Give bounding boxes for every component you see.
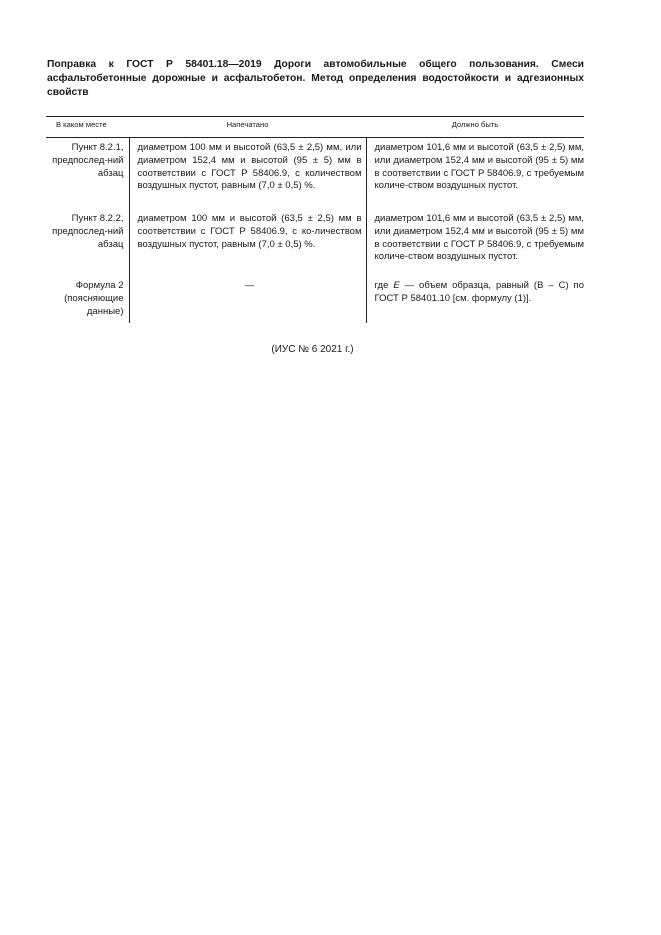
row-place: Пункт 8.2.2, предпослед-ний абзац [52, 213, 124, 250]
row-should-be: диаметром 101,6 мм и высотой (63,5 ± 2,5) мм, или диаметром 152,4 мм и высотой (95 ± 5) мм в соответствии с ГОСТ Р 58406.9, с требуемым количе-ством воздушных пустот. [366, 209, 584, 276]
row-place: Формула 2 (поясняющие данные) [64, 280, 124, 317]
row-printed: диаметром 100 мм и высотой (63,5 ± 2,5) мм, или диаметром 152,4 мм и высотой (95 ± 5) мм в соответствии с ГОСТ Р 58406.9, с количеством воздушных пустот, равным (7,0 ± 0,5) %. [129, 138, 366, 210]
header-printed: Напечатано [129, 117, 366, 138]
row-printed: — [129, 276, 366, 323]
document-title: Поправка к ГОСТ Р 58401.18—2019 Дороги автомобильные общего пользования. Смеси асфальтобетонные дорожные и асфальтобетон. Метод определения водостойкости и адгезионных свойств [47, 59, 584, 98]
should-be-rest: — объем образца, равный (B – C) по ГОСТ Р 58401.10 [см. формулу (1)]. [374, 280, 584, 304]
table-row [46, 209, 584, 276]
should-be-prefix: где [374, 280, 394, 291]
table-row [46, 276, 584, 323]
row-place: Пункт 8.2.1, предпослед-ний абзац [52, 142, 124, 179]
header-place: В каком месте [46, 117, 129, 138]
variable-e: E [393, 280, 400, 291]
header-should-be: Должно быть [366, 117, 584, 138]
row-should-be [366, 276, 584, 323]
table-header-row [46, 117, 584, 138]
row-should-be: диаметром 101,6 мм и высотой (63,5 ± 2,5) мм, или диаметром 152,4 мм и высотой (95 ± 5) мм в соответствии с ГОСТ Р 58406.9, с требуемым количе-ством воздушных пустот. [366, 138, 584, 210]
amendment-table [46, 116, 584, 323]
table-row [46, 138, 584, 210]
publication-reference: (ИУС № 6 2021 г.) [271, 344, 354, 355]
row-printed: диаметром 100 мм и высотой (63,5 ± 2,5) мм в соответствии с ГОСТ Р 58406.9, с ко-личеством воздушных пустот, равным (7,0 ± 0,5) %. [129, 209, 366, 276]
